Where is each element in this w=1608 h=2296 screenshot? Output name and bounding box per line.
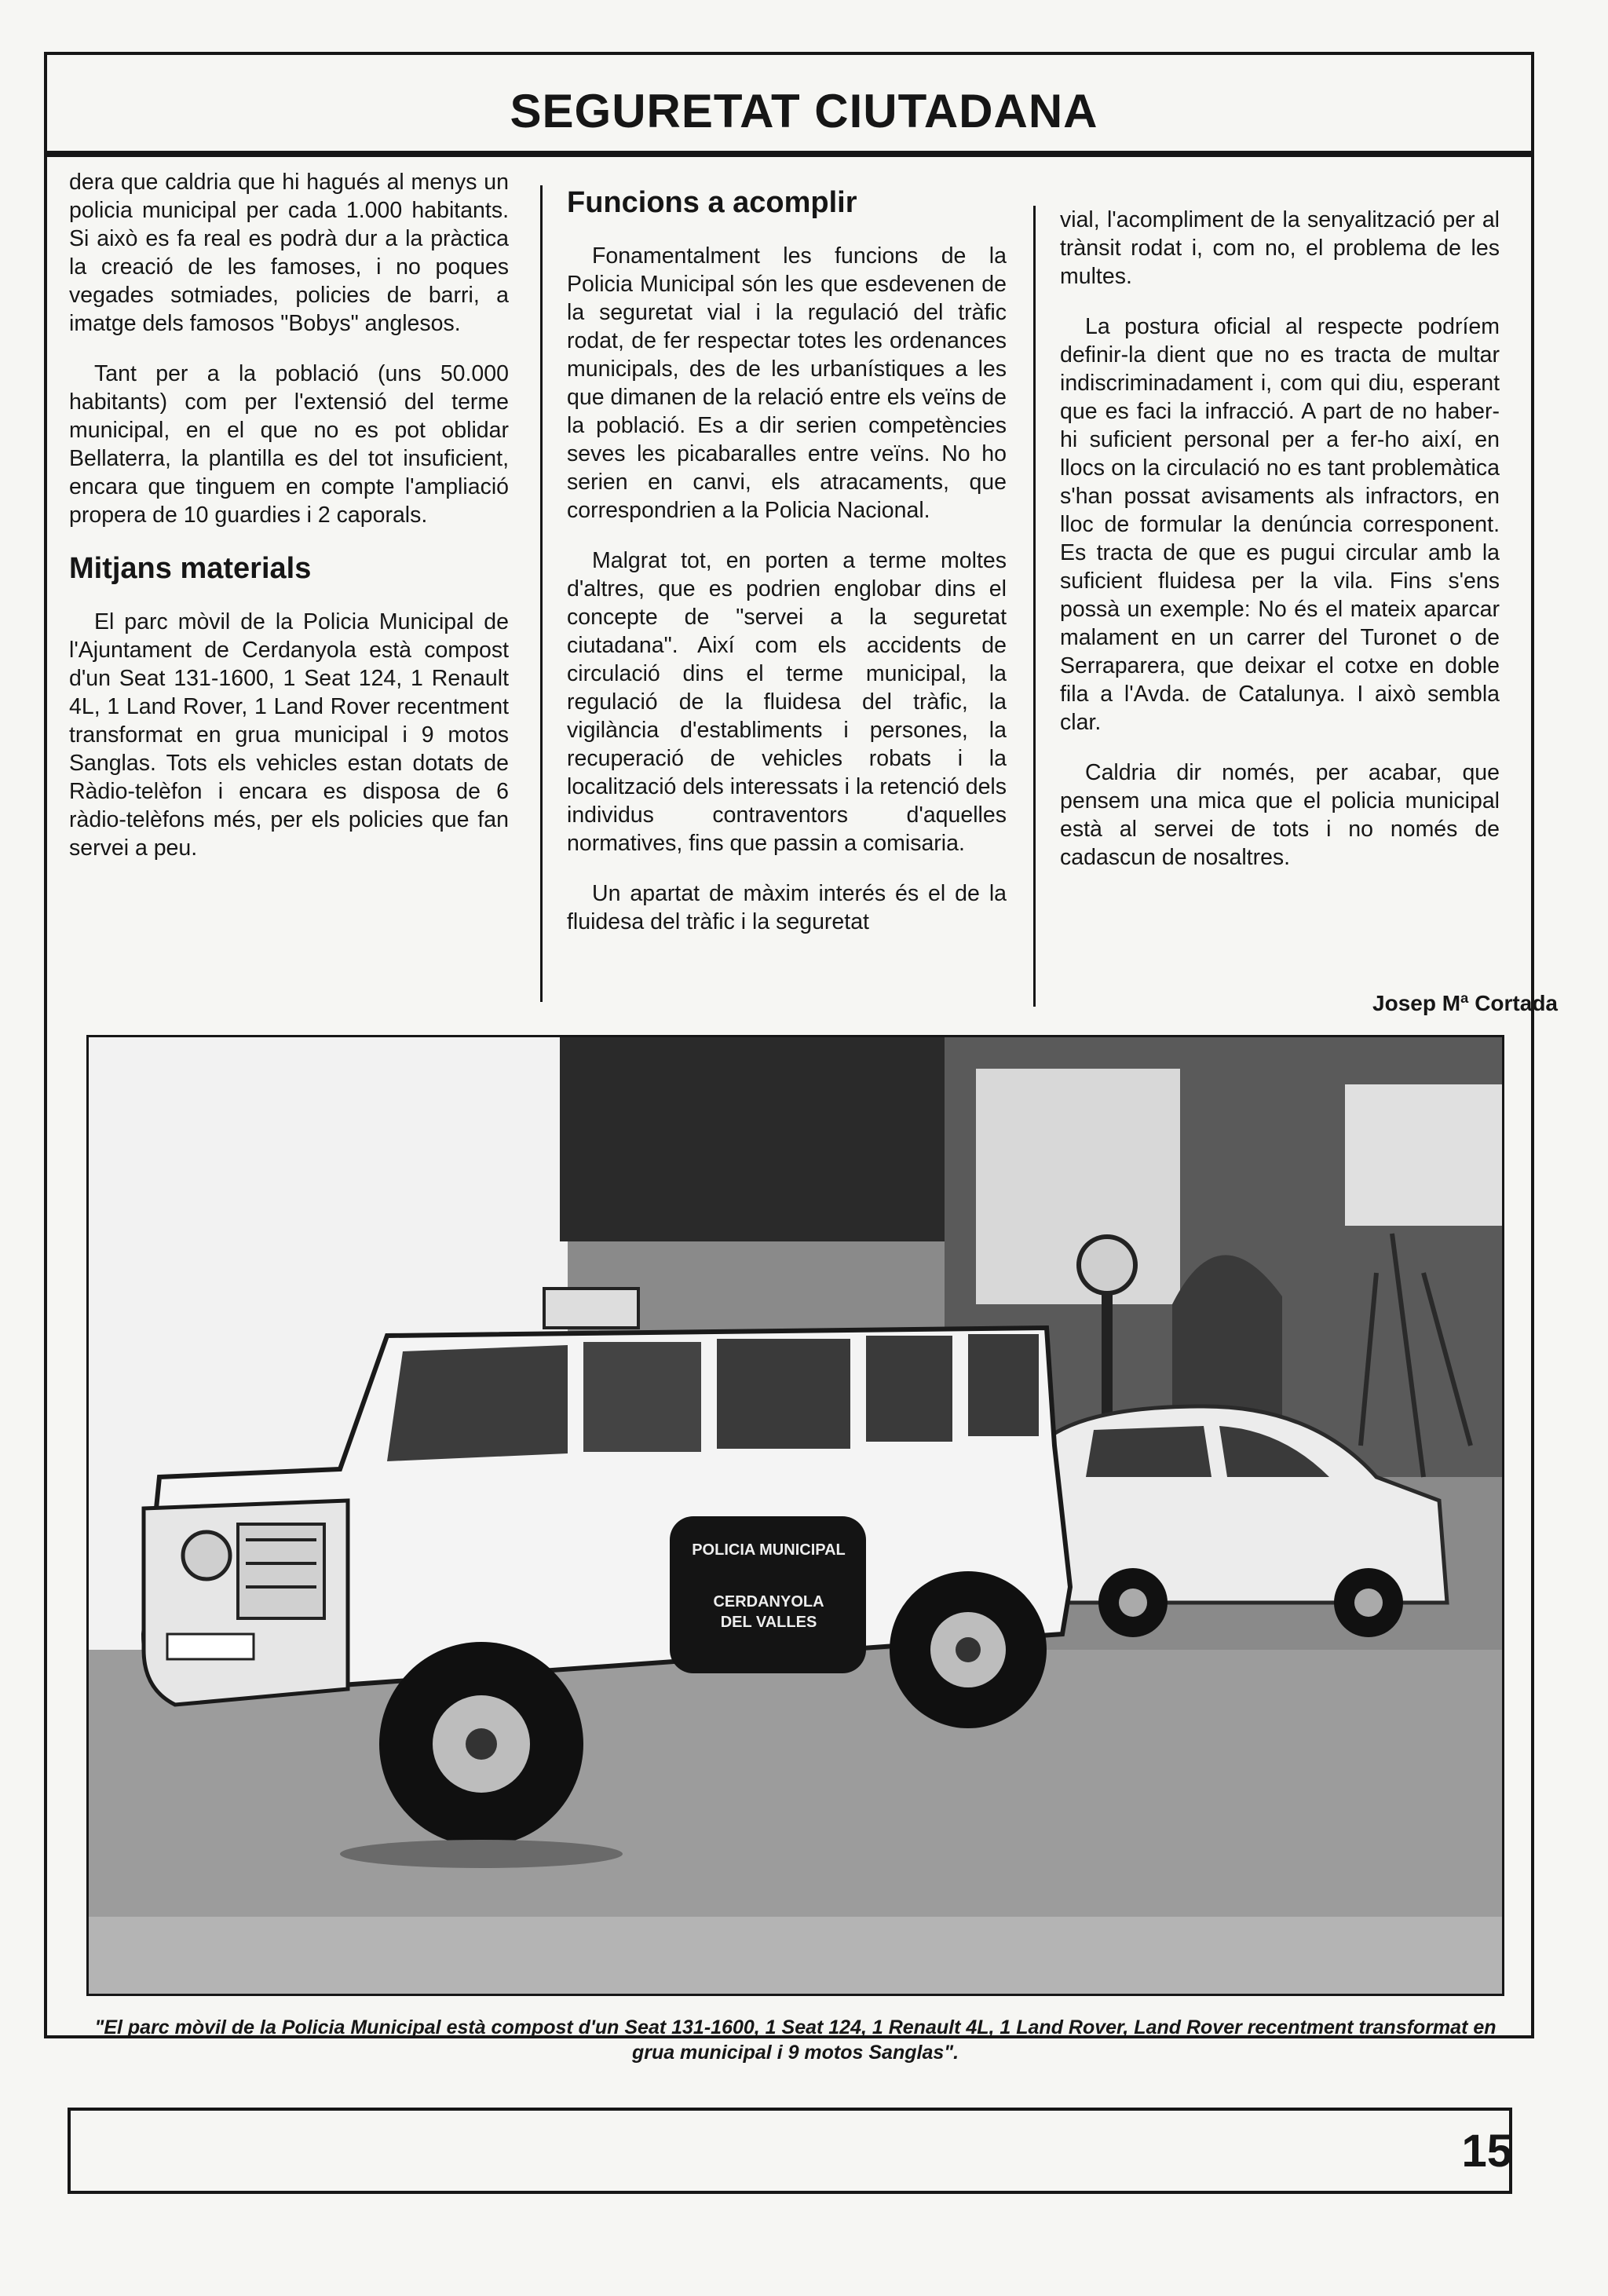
column-divider: [1033, 206, 1036, 1007]
door-text-line: POLICIA MUNICIPAL: [692, 1541, 846, 1559]
article-column-3: [1060, 206, 1500, 894]
paragraph: La postura oficial al respecte podríem definir-la dient que no es tracta de multar indiscriminadament i, com qui diu, esperant que es faci la infracció. A part de no haber-hi suficient personal per a fer-ho així, en llocs on la circulació no es tant problemàtica s'han possat avisaments als infractors, en lloc de formular la denúncia corresponent. Es tracta de que es pugui circular amb la suficient fluidesa per la vila. Fins s'ens possà un exemple: No és el mateix aparcar malament en un carrer del Turonet o de Serraparera, que deixar el cotxe en doble fila a l'Avda. de Catalunya. I això sembla clar.: [1060, 314, 1500, 735]
door-emblem-text: [674, 1540, 863, 1632]
author-byline: Josep Mª Cortada: [1372, 991, 1558, 1015]
article-column-2: [567, 185, 1007, 958]
door-text-line: CERDANYOLA: [713, 1593, 824, 1610]
subheading-funcions-a-acomplir: Funcions a acomplir: [567, 186, 857, 219]
subheading-mitjans-materials: Mitjans materials: [69, 552, 312, 585]
paragraph: Un apartat de màxim interés és el de la fluidesa del tràfic i la seguretat: [567, 881, 1007, 934]
paragraph: El parc mòvil de la Policia Municipal de l'Ajuntament de Cerdanyola està compost d'un Seat 131-1600, 1 Seat 124, 1 Renault 4L, 1 Land Rover, 1 Land Rover recentment transformat en grua municipal i 9 motos Sanglas. Tots els vehicles estan dotats de Ràdio-telèfon i encara es disposa de 6 ràdio-telèfons més, per els policies que fan servei a peu.: [69, 609, 509, 861]
paragraph: Malgrat tot, en porten a terme moltes d'altres, que es podrien englobar dins el concepte de "servei a la seguretat ciutadana". Així com els accidents de circulació dins el terme municipal, la regulació de la fluidesa del tràfic, la vigilància d'establiments i persones, la recuperació de vehicles robats i la localització dels interessats i la retenció dels individus contraventors d'aquelles normatives, fins que passin a comisaria.: [567, 548, 1007, 856]
paragraph: Fonamentalment les funcions de la Policia Municipal són les que esdevenen de la seguretat vial i la regulació del tràfic rodat, de fer respectar totes les ordenances municipals, des de les urbanístiques a les que dimanen de la relació entre els veïns de la població. Es a dir serien competències seves les picabaralles entre veïns. No ho serien en canvi, els atracaments, que correspondrien a la Policia Nacional.: [567, 243, 1007, 523]
photo-illustration: [89, 1037, 1502, 1994]
paragraph: Caldria dir només, per acabar, que pensem una mica que el policia municipal està al servei de tots i no només de cadascun de nosaltres.: [1060, 760, 1500, 870]
paragraph: Tant per a la població (uns 50.000 habitants) com per l'extensió del terme municipal, en el que no es pot oblidar Bellaterra, la plantilla es del tot insuficient, encara que tinguem en compte l'ampliació propera de 10 guardies i 2 caporals.: [69, 361, 509, 528]
article-column-1: [69, 168, 509, 884]
paragraph: vial, l'acompliment de la senyalització per al trànsit rodat i, com no, el problema de les multes.: [1060, 207, 1500, 289]
police-vehicles-photo: [86, 1035, 1504, 1996]
door-text-line: DEL VALLES: [720, 1614, 817, 1631]
column-divider: [540, 185, 543, 1002]
page-number: 15: [1461, 2126, 1512, 2177]
section-title: SEGURETAT CIUTADANA: [510, 85, 1098, 137]
photo-caption: "El parc mòvil de la Policia Municipal està compost d'un Seat 131-1600, 1 Seat 124, 1 Renault 4L, 1 Land Rover, Land Rover recentment transformat en grua municipal i 9 motos Sanglas".: [94, 2016, 1497, 2064]
paragraph: dera que caldria que hi hagués al menys un policia municipal per cada 1.000 habitants. Si això es fa real es podrà dur a la pràctica la creació de les famoses, i no poques vegades sotmiades, policies de barri, a imatge dels famosos "Bobys" anglesos.: [69, 170, 509, 336]
footer-frame: [68, 2108, 1512, 2194]
